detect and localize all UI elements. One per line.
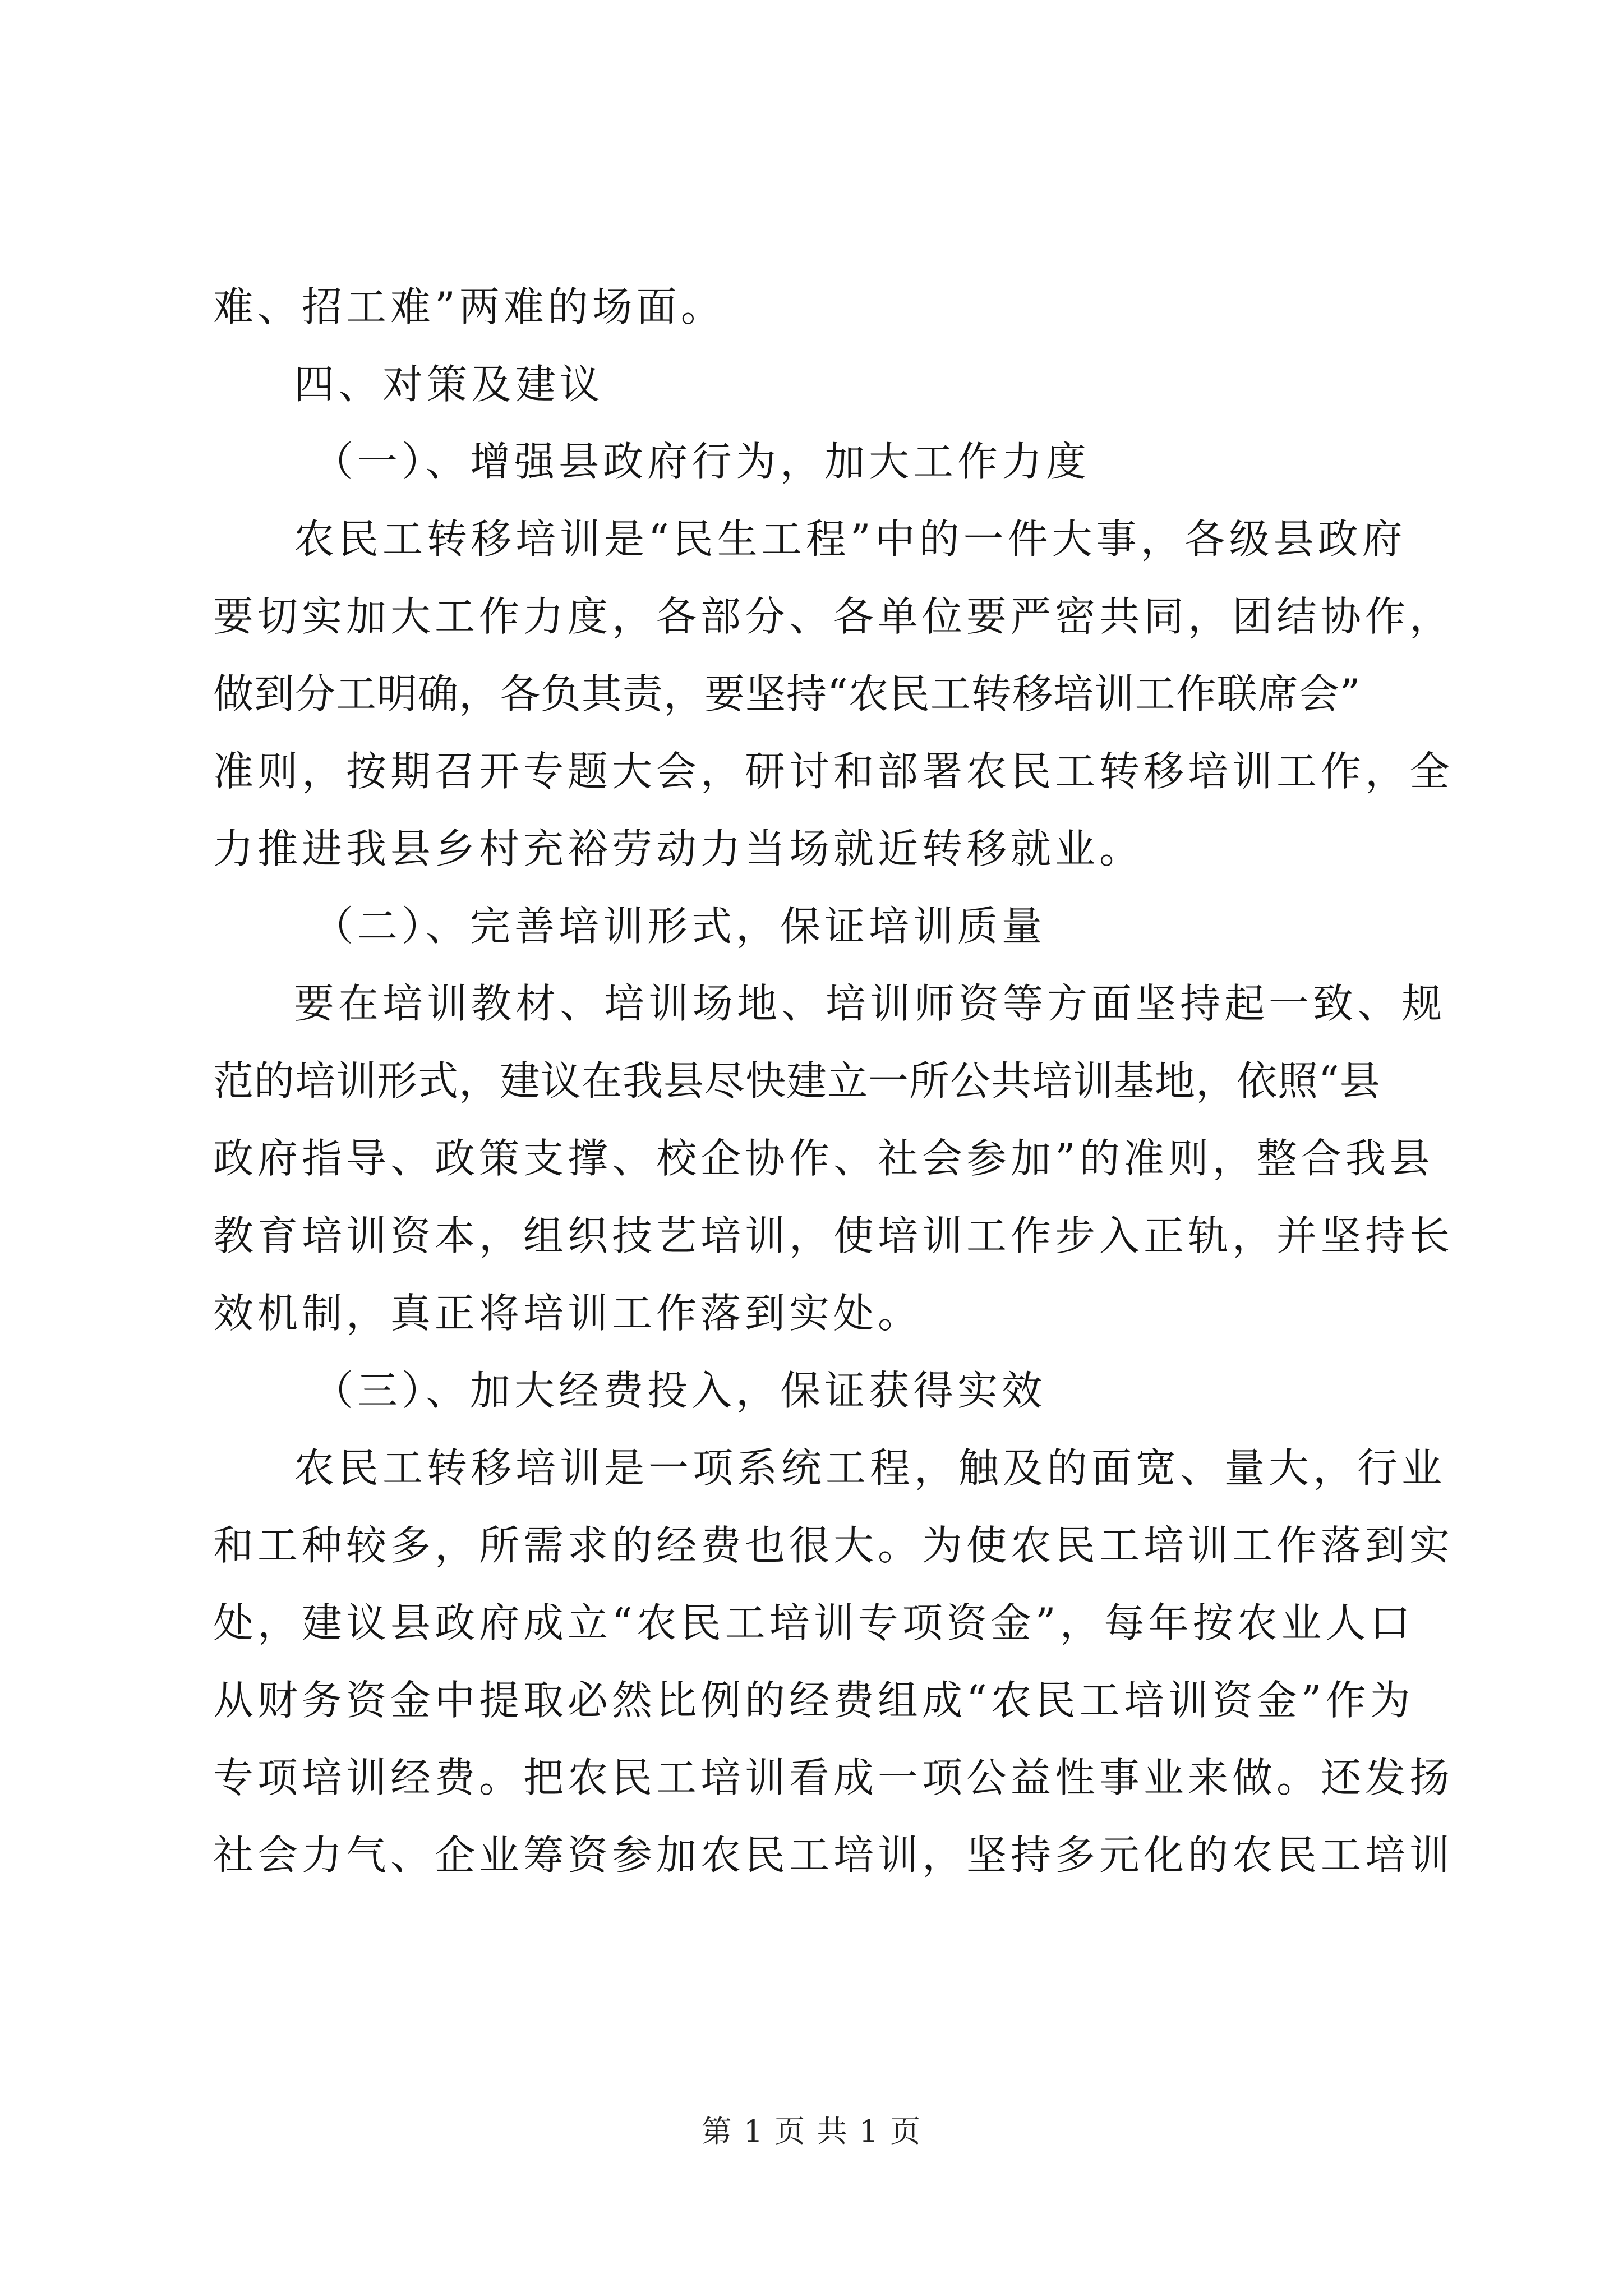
paragraph-line: 做到分工明确，各负其责，要坚持“农民工转移培训工作联席会” xyxy=(213,670,1361,717)
paragraph-line: 力推进我县乡村充裕劳动力当场就近转移就业。 xyxy=(213,825,1144,872)
section-heading: 四、对策及建议 xyxy=(294,361,605,408)
paragraph-line: 从财务资金中提取必然比例的经费组成“农民工培训资金”作为 xyxy=(213,1677,1414,1724)
subsection-heading: （一）、增强县政府行为，加大工作力度 xyxy=(313,438,1091,485)
paragraph-line: 范的培训形式，建议在我县尽快建立一所公共培训基地，依照“县 xyxy=(213,1057,1381,1105)
subsection-heading: （三）、加大经费投入，保证获得实效 xyxy=(313,1367,1046,1414)
paragraph-line: 要切实加大工作力度，各部分、各单位要严密共同，团结协作， xyxy=(213,593,1454,640)
paragraph-line: 准则，按期召开专题大会，研讨和部署农民工转移培训工作，全 xyxy=(213,748,1454,795)
subsection-heading: （二）、完善培训形式，保证培训质量 xyxy=(313,903,1046,950)
paragraph-line: 社会力气、企业筹资参加农民工培训，坚持多元化的农民工培训 xyxy=(213,1832,1454,1879)
paragraph-line: 要在培训教材、培训场地、培训师资等方面坚持起一致、规 xyxy=(294,980,1446,1027)
paragraph-line: 农民工转移培训是“民生工程”中的一件大事，各级县政府 xyxy=(294,516,1407,563)
paragraph-line: 教育培训资本，组织技艺培训，使培训工作步入正轨，并坚持长 xyxy=(213,1212,1454,1259)
paragraph-line: 专项培训经费。把农民工培训看成一项公益性事业来做。还发扬 xyxy=(213,1754,1454,1801)
page-footer: 第 1 页 共 1 页 xyxy=(701,2114,922,2149)
document-body xyxy=(213,268,1454,1894)
paragraph-line: 难、招工难”两难的场面。 xyxy=(213,283,725,330)
paragraph-line: 和工种较多，所需求的经费也很大。为使农民工培训工作落到实 xyxy=(213,1522,1454,1569)
paragraph-line: 农民工转移培训是一项系统工程，触及的面宽、量大，行业 xyxy=(294,1444,1446,1492)
paragraph-line: 处，建议县政府成立“农民工培训专项资金”，每年按农业人口 xyxy=(213,1599,1414,1646)
paragraph-line: 效机制，真正将培训工作落到实处。 xyxy=(213,1290,923,1337)
paragraph-line: 政府指导、政策支撑、校企协作、社会参加”的准则，整合我县 xyxy=(213,1135,1434,1182)
